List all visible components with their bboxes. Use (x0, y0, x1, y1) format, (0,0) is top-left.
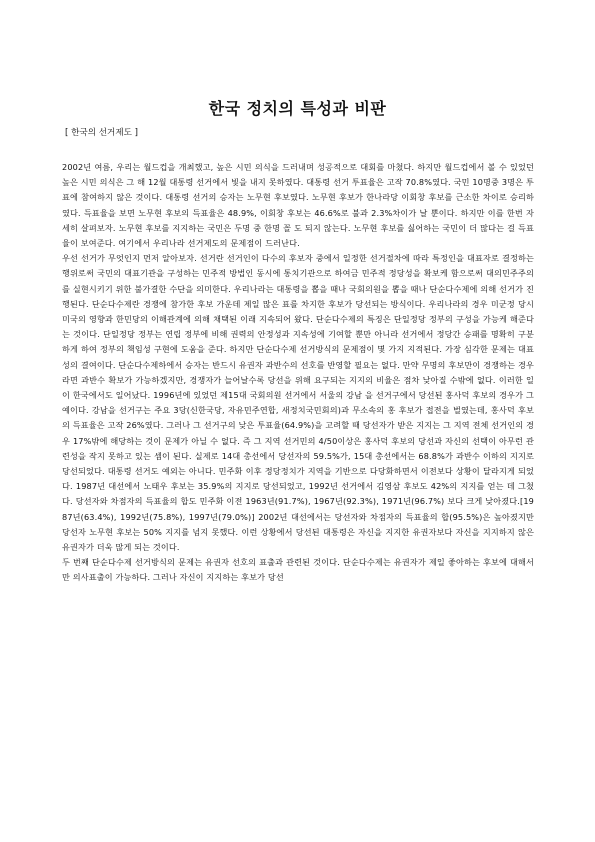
paragraph: 두 번째 단순다수제 선거방식의 문제는 유권자 선호의 표출과 관련된 것이다. 단순다수제는 유권자가 제일 좋아하는 후보에 대해서만 의사표출이 가능하다. 그러나 자신이 지지하는 후보가 당선 (62, 557, 534, 583)
section-label: [ 한국의 선거제도 ] (65, 128, 139, 138)
paragraph: 우선 선거가 무엇인지 먼저 알아보자. 선거란 선거인이 다수의 후보자 중에서 일정한 선거절차에 따라 특정인을 대표자로 결정하는 행위로써 국민의 대표기관을 구성하는 민주적 방법인 동시에 통치기관으로 하여금 민주적 정당성을 확보케 함으로써 대의민주주의를 실현시키기 위한 불가결한 수단을 의미한다. 우리나라는 대통령을 뽑을 때나 국회의원을 뽑을 때나 단순다수제에 의해 선거가 진행된다. 단순다수제란 경쟁에 참가한 후보 가운데 제일 많은 표를 차지한 후보가 당선되는 방식이다. 우리나라의 경우 미군정 당시 미국의 영향과 한민당의 이해관계에 의해 채택된 이래 지속되어 왔다. 단순다수제의 특징은 단일정당 정부의 구성을 가능케 해준다는 것이다. 단일정당 정부는 연립 정부에 비해 권력의 안정성과 지속성에 기여할 뿐만 아니라 선거에서 정당간 승패를 명확히 구분하게 하여 정부의 책임성 구현에 도움을 준다. 하지만 단순다수제 선거방식의 문제점이 몇 가지 지적된다. 가장 심각한 문제는 대표성의 결여이다. 단순다수제하에서 승자는 반드시 유권자 과반수의 선호를 반영할 필요는 없다. 만약 무명의 후보만이 경쟁하는 경우라면 과반수 확보가 가능하겠지만, 경쟁자가 늘어날수록 당선을 위해 요구되는 지지의 비율은 점차 낮아질 수밖에 없다. 이러한 일이 한국에서도 일어났다. 1996년에 있었던 제15대 국회의원 선거에서 서울의 강남 을 선거구에서 당선된 홍사덕 후보의 경우가 그 예이다. 강남을 선거구는 주요 3당(신한국당, 자유민주연합, 새정치국민회의)과 무소속의 홍 후보가 접전을 벌였는데, 홍사덕 후보의 득표율은 고작 26%였다. 그러나 그 선거구의 낮은 투표율(64.9%)을 고려할 때 당선자가 받은 지지는 그 지역 전체 선거인의 경우 17%밖에 해당하는 것이 문제가 아닐 수 없다. 즉 그 지역 선거민의 4/50이상은 홍사덕 후보의 당선과 자신의 선택이 아무런 관련성을 작지 못하고 있는 셈이 된다. 실제로 14대 총선에서 당선자의 59.5%가, 15대 총선에서는 68.8%가 과반수 이하의 지지로 당선되었다. 대통령 선거도 예외는 아니다. 민주화 이후 정당정치가 지역을 기반으로 다당화하면서 이전보다 상황이 달라지게 되었다. 1987년 대선에서 노태우 후보는 35.9%의 지지로 당선되었고, 1992년 선거에서 김영삼 후보도 42%의 지지를 얻는 데 그쳤다. 당선자와 차점자의 득표율의 합도 민주화 이전 1963년(91.7%), 1967년(92.3%), 1971년(96.7%) 보다 크게 낮아졌다.[1987년(63.4%), 1992년(75.8%), 1997년(79.0%)] 2002년 대선에서는 당선자와 차점자의 득표율의 합(95.5%)은 높아졌지만 당선자 노무현 후보는 50% 지지를 넘지 못했다. 이런 상황에서 당선된 대통령은 자신을 지지한 유권자보다 자신을 지지하지 않은 유권자가 더욱 많게 되는 것이다. (62, 253, 534, 553)
document-title: 한국 정치의 특성과 비판 (208, 99, 387, 118)
paragraph: 2002년 여름, 우리는 월드컵을 개최했고, 높은 시민 의식을 드러내며 성공적으로 대회를 마쳤다. 하지만 월드컵에서 볼 수 있었던 높은 시민 의식은 그 해 12월 대통령 선거에서 빛을 내지 못하였다. 대통령 선거 투표율은 고작 70.8%였다. 국민 10명중 3명은 투표에 참여하지 않은 것이다. 대통령 선거의 승자는 노무현 후보였다. 노무현 후보가 한나라당 이회창 후보를 근소한 차이로 승리하였다. 득표율을 보면 노무현 후보의 득표율은 48.9%, 이회창 후보는 46.6%로 불과 2.3%차이가 날 뿐이다. 하지만 이를 한번 자세히 살펴보자. 노무현 후보를 지지하는 국민은 두명 중 한명 꼴 도 되지 않는다. 노무현 후보를 싫어하는 국민이 더 많다는 걸 득표율이 보여준다. 여기에서 우리나라 선거제도의 문제점이 드러난다. (62, 162, 534, 249)
document-body (62, 160, 534, 586)
